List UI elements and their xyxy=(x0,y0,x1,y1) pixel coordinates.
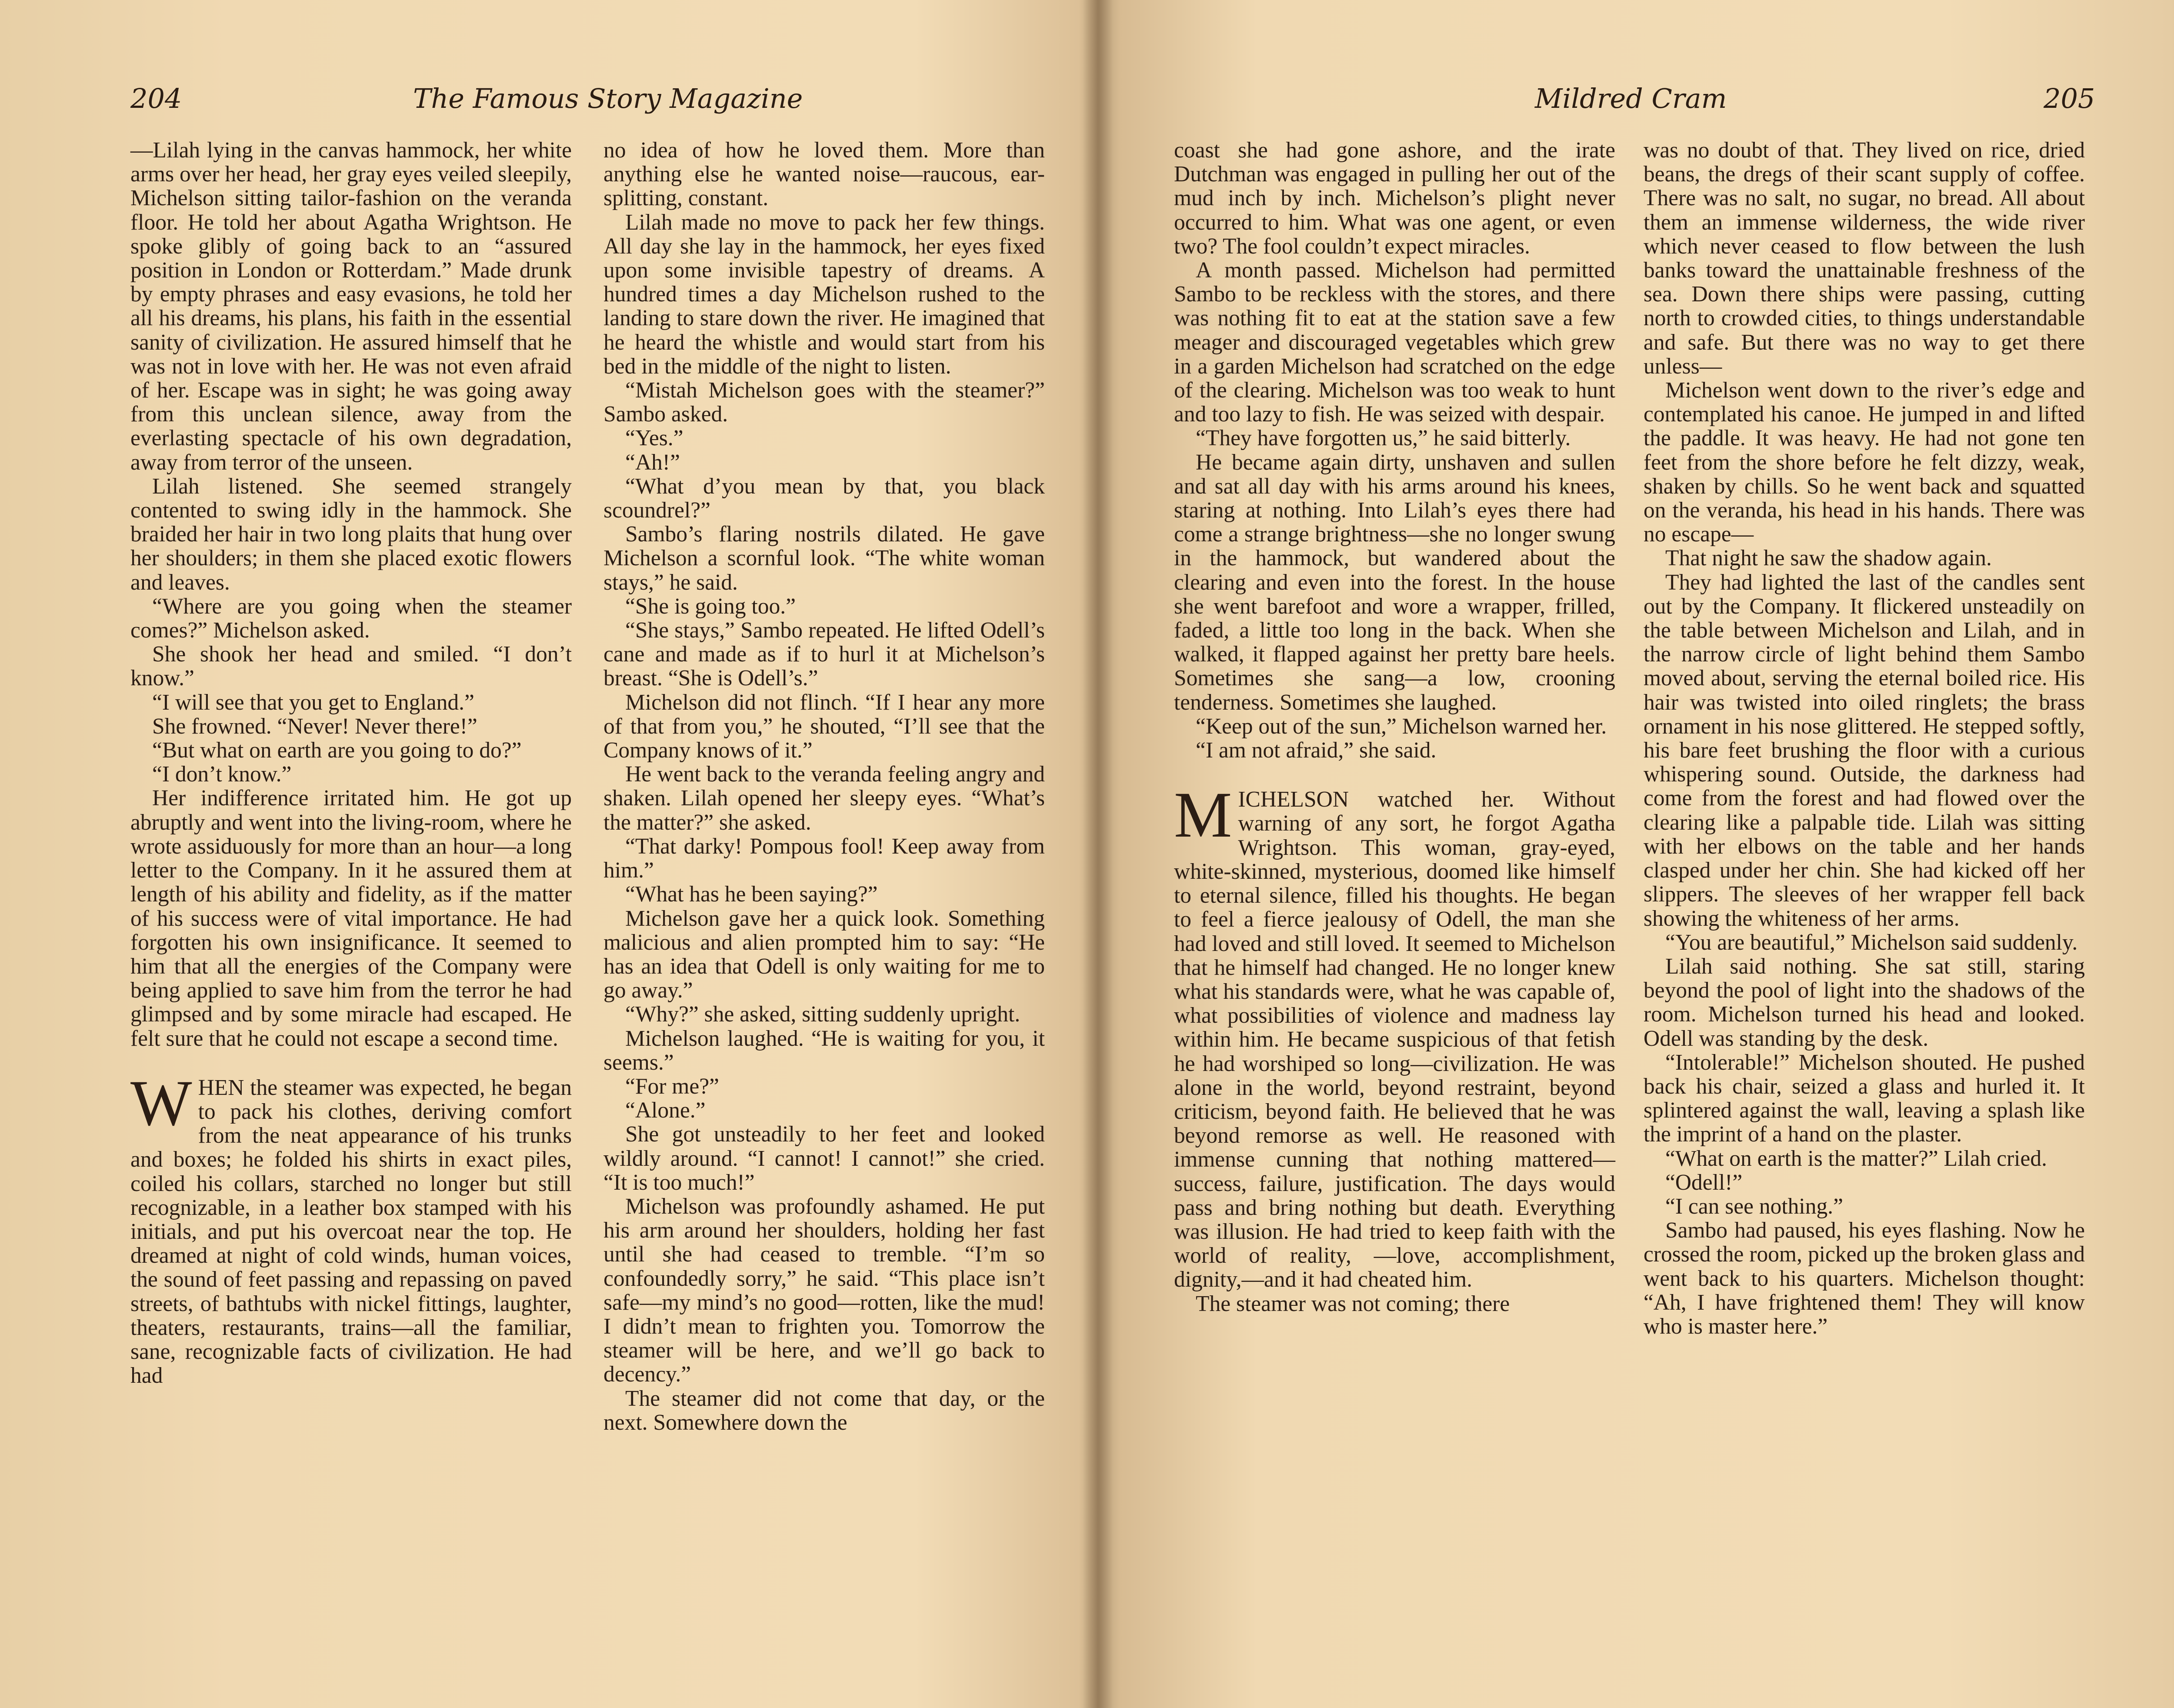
paragraph: “Why?” she asked, sitting suddenly upright. xyxy=(625,1002,1020,1027)
left-column-2 xyxy=(604,138,1045,1434)
paragraph: “That darky! Pompous fool! Keep away from him.” xyxy=(604,834,1045,883)
paragraph: “You are beautiful,” Michelson said suddenly. xyxy=(1665,930,2078,955)
right-column-2 xyxy=(1644,138,2085,1338)
paragraph: Lilah listened. She seemed strangely contented to swing idly in the hammock. She braided her hair in two long plaits that hung over her shoulders; in them she placed exotic flowers and leaves. xyxy=(130,474,572,595)
drop-cap: M xyxy=(1174,779,1232,851)
paragraph: Michelson went down to the river’s edge and contemplated his canoe. He jumped in and lifted the paddle. It was heavy. He had not gone ten feet from the shore before he felt dizzy, weak, shaken by chills. So he went back and squatted on the veranda, his head in his hands. There was no escape— xyxy=(1644,378,2085,547)
left-column-1 xyxy=(130,138,572,1388)
paragraph: “I will see that you get to England.” xyxy=(152,690,474,715)
paragraph: “She is going too.” xyxy=(625,594,796,619)
paragraph: “For me?” xyxy=(625,1074,719,1099)
section-text: ICHELSON watched her. Without warning of any sort, he forgot Agatha Wrightson. This woman, gray-eyed, white-skinned, mysterious, doomed like himself to eternal silence, filled his thoughts. He began to feel a fierce jealousy of Odell, the man she had loved and still loved. It seemed to Michelson that he himself had changed. He no longer knew what his standards were, what he was capable of, what possibilities of violence and madness lay within him. He became suspicious of that fetish he had worshiped so long—civilization. He was alone in the world, beyond restraint, beyond criticism, beyond faith. He believed that he was beyond remorse as well. He reasoned with immense cunning that nothing mattered—success, failure, justification. The days would pass and bring nothing but death. Everything was illusion. He had tried to keep faith with the world of reality, —love, accomplishment, dignity,—and it had cheated him. xyxy=(1174,787,1615,1292)
paragraph: They had lighted the last of the candles sent out by the Company. It flickered unsteadily on the table between Michelson and Lilah, and in the narrow circle of light behind them Sambo moved about, serving the eternal boiled rice. His hair was twisted into oiled ringlets; the brass ornament in his nose glittered. He stepped softly, his bare feet brushing the floor with a curious whispering sound. Outside, the darkness had come from the forest and had flowed over the clearing like a palpable tide. Lilah was sitting with her elbows on the table and her hands clasped under her chin. She had kicked off her slippers. The sleeves of her wrapper fell back showing the whiteness of her arms. xyxy=(1644,570,2085,931)
left-col1-paragraphs xyxy=(130,138,572,1051)
paragraph: “They have forgotten us,” he said bitterly. xyxy=(1196,426,1571,451)
paragraph: “Intolerable!” Michelson shouted. He pushed back his chair, seized a glass and hurled it. It splintered against the wall, leaving a splash like the imprint of a hand on the plaster. xyxy=(1644,1050,2085,1147)
paragraph: The steamer did not come that day, or the next. Somewhere down the xyxy=(604,1386,1045,1435)
paragraph: “Yes.” xyxy=(625,426,684,451)
paragraph: “Where are you going when the steamer comes?” Michelson asked. xyxy=(130,594,572,643)
running-head-right: Mildred Cram xyxy=(1535,83,1727,114)
paragraph: That night he saw the shadow again. xyxy=(1665,546,1992,571)
paragraph: “What d’you mean by that, you black scoundrel?” xyxy=(604,474,1045,523)
right-page xyxy=(1104,0,2174,1708)
paragraph: “She stays,” Sambo repeated. He lifted Odell’s cane and made as if to hurl it at Michelson’s breast. “She is Odell’s.” xyxy=(604,618,1045,691)
paragraph: Sambo’s flaring nostrils dilated. He gave Michelson a scornful look. “The white woman stays,” he said. xyxy=(604,522,1045,595)
paragraph: Lilah made no move to pack her few things. All day she lay in the hammock, her eyes fixed upon some invisible tapestry of dreams. A hundred times a day Michelson rushed to the landing to stare down the river. He imagined that he heard the whistle and would start from his bed in the middle of the night to listen. xyxy=(604,210,1045,379)
section-text: HEN the steamer was expected, he began to pack his clothes, deriving comfort from the neat appearance of his trunks and boxes; he folded his shirts in exact piles, coiled his collars, starched no longer but still recognizable, in a leather box stamped with his initials, and put his overcoat near the top. He dreamed at night of cold winds, human voices, the sound of feet passing and repassing on paved streets, of bathtubs with nickel fittings, laughter, theaters, restaurants, trains—all the familiar, sane, recognizable facts of civilization. He had had xyxy=(130,1075,572,1388)
right-column-1 xyxy=(1174,138,1615,1316)
paragraph: “I am not afraid,” she said. xyxy=(1196,738,1437,763)
paragraph: He became again dirty, unshaven and sullen and sat all day with his arms around his knees, staring at nothing. Into Lilah’s eyes there had come a strange brightness—she no longer swung in the hammock, but wandered about the clearing and even into the forest. In the house she went barefoot and wore a wrapper, frilled, faded, a little too long in the back. When she walked, it flapped against her pretty bare heels. Sometimes she sang—a low, crooning tenderness. Sometimes she laughed. xyxy=(1174,450,1615,715)
paragraph: Sambo had paused, his eyes flashing. Now he crossed the room, picked up the broken glass and went back to his quarters. Michelson thought: “Ah, I have frightened them! They will know who is master here.” xyxy=(1644,1218,2085,1339)
paragraph: She shook her head and smiled. “I don’t know.” xyxy=(130,642,572,691)
page-number-left: 204 xyxy=(130,83,182,114)
paragraph: Michelson laughed. “He is waiting for you, it seems.” xyxy=(604,1026,1045,1075)
drop-cap: W xyxy=(130,1067,192,1139)
paragraph: “What has he been saying?” xyxy=(625,882,878,907)
paragraph: Lilah said nothing. She sat still, staring beyond the pool of light into the shadows of the room. Michelson turned his head and looked. Odell was standing by the desk. xyxy=(1644,954,2085,1051)
paragraph: —Lilah lying in the canvas hammock, her white arms over her head, her gray eyes veiled sleepily, Michelson sitting tailor-fashion on the veranda floor. He told her about Agatha Wrightson. He spoke glibly of going back to an “assured position in London or Rotterdam.” Made drunk by empty phrases and easy evasions, he told her all his dreams, his plans, his faith in the essential sanity of civilization. He assured himself that he was not in love with her. He was not even afraid of her. Escape was in sight; he was going away from this unclean silence, away from the everlasting spectacle of his own degradation, away from terror of the unseen. xyxy=(130,138,572,475)
paragraph: “Keep out of the sun,” Michelson warned her. xyxy=(1196,714,1607,739)
paragraph: Michelson did not flinch. “If I hear any more of that from you,” he shouted, “I’ll see that the Company knows of it.” xyxy=(604,690,1045,763)
paragraph: A month passed. Michelson had permitted Sambo to be reckless with the stores, and there was nothing fit to eat at the station save a few meager and discouraged vegetables which grew in a garden Michelson had scratched on the edge of the clearing. Michelson was too weak to hunt and too lazy to fish. He was seized with despair. xyxy=(1174,258,1615,427)
paragraph: “Odell!” xyxy=(1665,1170,1743,1195)
paragraph: “Mistah Michelson goes with the steamer?” Sambo asked. xyxy=(604,378,1045,427)
paragraph: “But what on earth are you going to do?” xyxy=(152,738,522,763)
page-number-right: 205 xyxy=(2044,83,2095,114)
paragraph: coast she had gone ashore, and the irate Dutchman was engaged in pulling her out of the mud inch by inch. Michelson’s plight never occurred to him. What was one agent, or even two? The fool couldn’t expect miracles. xyxy=(1174,138,1615,259)
paragraph: “Ah!” xyxy=(625,450,680,475)
paragraph: She got unsteadily to her feet and looked wildly around. “I cannot! I cannot!” she cried. “It is too much!” xyxy=(604,1122,1045,1195)
paragraph: was no doubt of that. They lived on rice, dried beans, the dregs of their scant supply of coffee. There was no salt, no sugar, no bread. All about them an immense wilderness, the wide river which never ceased to flow between the lush banks toward the unattainable freshness of the sea. Down there ships were passing, cutting north to crowded cities, to things understandable and safe. But there was no way to get there unless— xyxy=(1644,138,2085,379)
paragraph: “I can see nothing.” xyxy=(1665,1194,1843,1219)
paragraph: Michelson was profoundly ashamed. He put his arm around her shoulders, holding her fast until she had ceased to tremble. “I’m so confoundedly sorry,” he said. “This place isn’t safe—my mind’s no good—rotten, like the mud! I didn’t mean to frighten you. Tomorrow the steamer will be here, and we’ll go back to decency.” xyxy=(604,1194,1045,1387)
paragraph: He went back to the veranda feeling angry and shaken. Lilah opened her sleepy eyes. “What’s the matter?” she asked. xyxy=(604,762,1045,835)
paragraph: “What on earth is the matter?” Lilah cried. xyxy=(1665,1146,2047,1171)
section-paragraph xyxy=(130,1067,572,1388)
paragraph: Her indifference irritated him. He got up abruptly and went into the living-room, where he wrote assiduously for more than an hour—a long letter to the Company. In it he assured them at length of his ability and fidelity, as if the matter of his success were of vital importance. He had forgotten his own insignificance. It seemed to him that all the energies of the Company were being applied to save him from the terror he had glimpsed and by some miracle had escaped. He felt sure that he could not escape a second time. xyxy=(130,786,572,1051)
paragraph: She frowned. “Never! Never there!” xyxy=(152,714,477,739)
paragraph: no idea of how he loved them. More than anything else he wanted noise—raucous, ear-splitting, constant. xyxy=(604,138,1045,211)
paragraph: “Alone.” xyxy=(625,1098,706,1123)
section-paragraph xyxy=(1174,779,1615,1292)
running-head-left: The Famous Story Magazine xyxy=(413,83,803,114)
paragraph: Michelson gave her a quick look. Something malicious and alien prompted him to say: “He has an idea that Odell is only waiting for me to go away.” xyxy=(604,906,1045,1003)
paragraph: The steamer was not coming; there xyxy=(1196,1291,1510,1316)
paragraph: “I don’t know.” xyxy=(152,762,292,787)
